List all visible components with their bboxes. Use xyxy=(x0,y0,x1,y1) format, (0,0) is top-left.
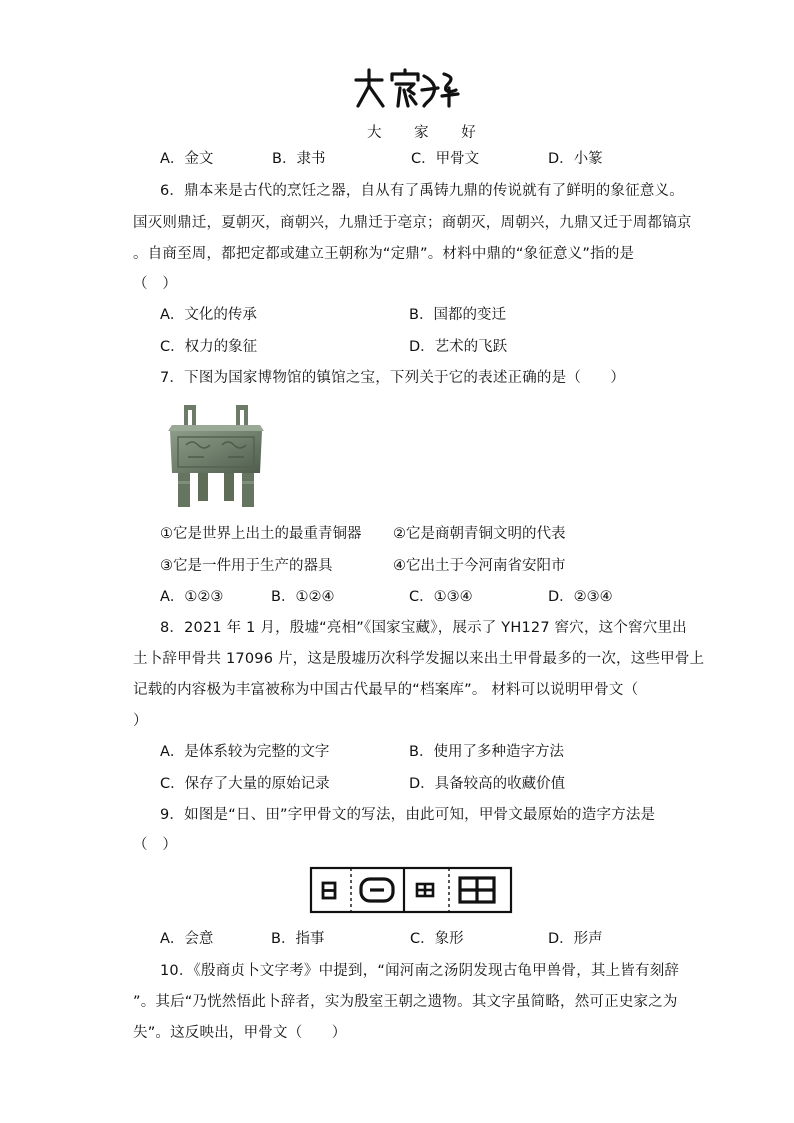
q9-option-b: B．指事 xyxy=(271,931,325,947)
q6-line-3: 。自商至周，都把定都或建立王朝称为“定鼎”。材料中鼎的“象征意义”指的是 xyxy=(133,246,635,262)
oracle-ri-tian-figure xyxy=(309,866,513,914)
q6-line-1: 6．鼎本来是古代的烹饪之器，自从有了禹铸九鼎的传说就有了鲜明的象征意义。 xyxy=(160,183,684,199)
q9-option-d: D．形声 xyxy=(548,931,603,947)
header-caption: 大 家 好 xyxy=(367,125,490,141)
q5-option-a: A．金文 xyxy=(160,151,214,167)
q5-option-c: C．甲骨文 xyxy=(411,151,480,167)
q7-statement-4: ④它出土于今河南省安阳市 xyxy=(393,558,566,574)
q9-line-1: 9．如图是“日、田”字甲骨文的写法，由此可知，甲骨文最原始的造字方法是 xyxy=(160,807,656,823)
q8-line-1: 8．2021 年 1 月，殷墟“亮相”《国家宝藏》，展示了 YH127 窖穴，这个窖穴里出 xyxy=(160,620,687,636)
q7-statement-1: ①它是世界上出土的最重青铜器 xyxy=(160,526,362,542)
q7-option-d: D．②③④ xyxy=(548,589,613,605)
q8-line-2: 土卜辞甲骨共 17096 片，这是殷墟历次科学发掘以来出土甲骨最多的一次，这些甲骨上 xyxy=(133,651,705,667)
q7-option-c: C．①③④ xyxy=(409,589,473,605)
q8-option-b: B．使用了多种造字方法 xyxy=(409,744,564,760)
q9-line-2: （ ） xyxy=(133,837,178,853)
bronze-ding-image xyxy=(166,401,266,513)
q8-option-d: D．具备较高的收藏价值 xyxy=(409,776,566,792)
q10-line-3: 失”。这反映出，甲骨文（ ） xyxy=(133,1025,347,1041)
q7-statement-3: ③它是一件用于生产的器具 xyxy=(160,558,333,574)
q6-line-4: （ ） xyxy=(133,276,178,292)
q6-option-a: A．文化的传承 xyxy=(160,307,257,323)
q10-line-2: ”。其后“乃恍然悟此卜辞者，实为殷室王朝之遗物。其文字虽简略，然可正史家之为 xyxy=(133,994,678,1010)
q8-line-4: ） xyxy=(133,713,148,729)
q7-option-a: A．①②③ xyxy=(160,589,224,605)
q6-option-b: B．国都的变迁 xyxy=(409,307,506,323)
q9-option-c: C．象形 xyxy=(410,931,464,947)
q6-option-c: C．权力的象征 xyxy=(160,339,258,355)
q8-line-3: 记载的内容极为丰富被称为中国古代最早的“档案库”。 材料可以说明甲骨文（ xyxy=(133,682,639,698)
q8-option-c: C．保存了大量的原始记录 xyxy=(160,776,330,792)
q7-statement-2: ②它是商朝青铜文明的代表 xyxy=(393,526,566,542)
q7-stem: 7．下图为国家博物馆的镇馆之宝，下列关于它的表述正确的是（ ） xyxy=(160,370,626,386)
q9-option-a: A．会意 xyxy=(160,931,214,947)
q7-option-b: B．①②④ xyxy=(271,589,335,605)
q6-line-2: 国灭则鼎迁，夏朝灭，商朝兴，九鼎迁于亳京；商朝灭，周朝兴，九鼎又迁于周都镐京 xyxy=(133,215,692,231)
q6-option-d: D．艺术的飞跃 xyxy=(409,339,508,355)
q10-line-1: 10．《殷商贞卜文字考》中提到，“闻河南之汤阴发现古龟甲兽骨，其上皆有刻辞 xyxy=(160,963,680,979)
q5-option-d: D．小篆 xyxy=(548,151,603,167)
q8-option-a: A．是体系较为完整的文字 xyxy=(160,744,330,760)
oracle-bone-glyphs xyxy=(352,66,464,112)
q5-option-b: B．隶书 xyxy=(272,151,326,167)
